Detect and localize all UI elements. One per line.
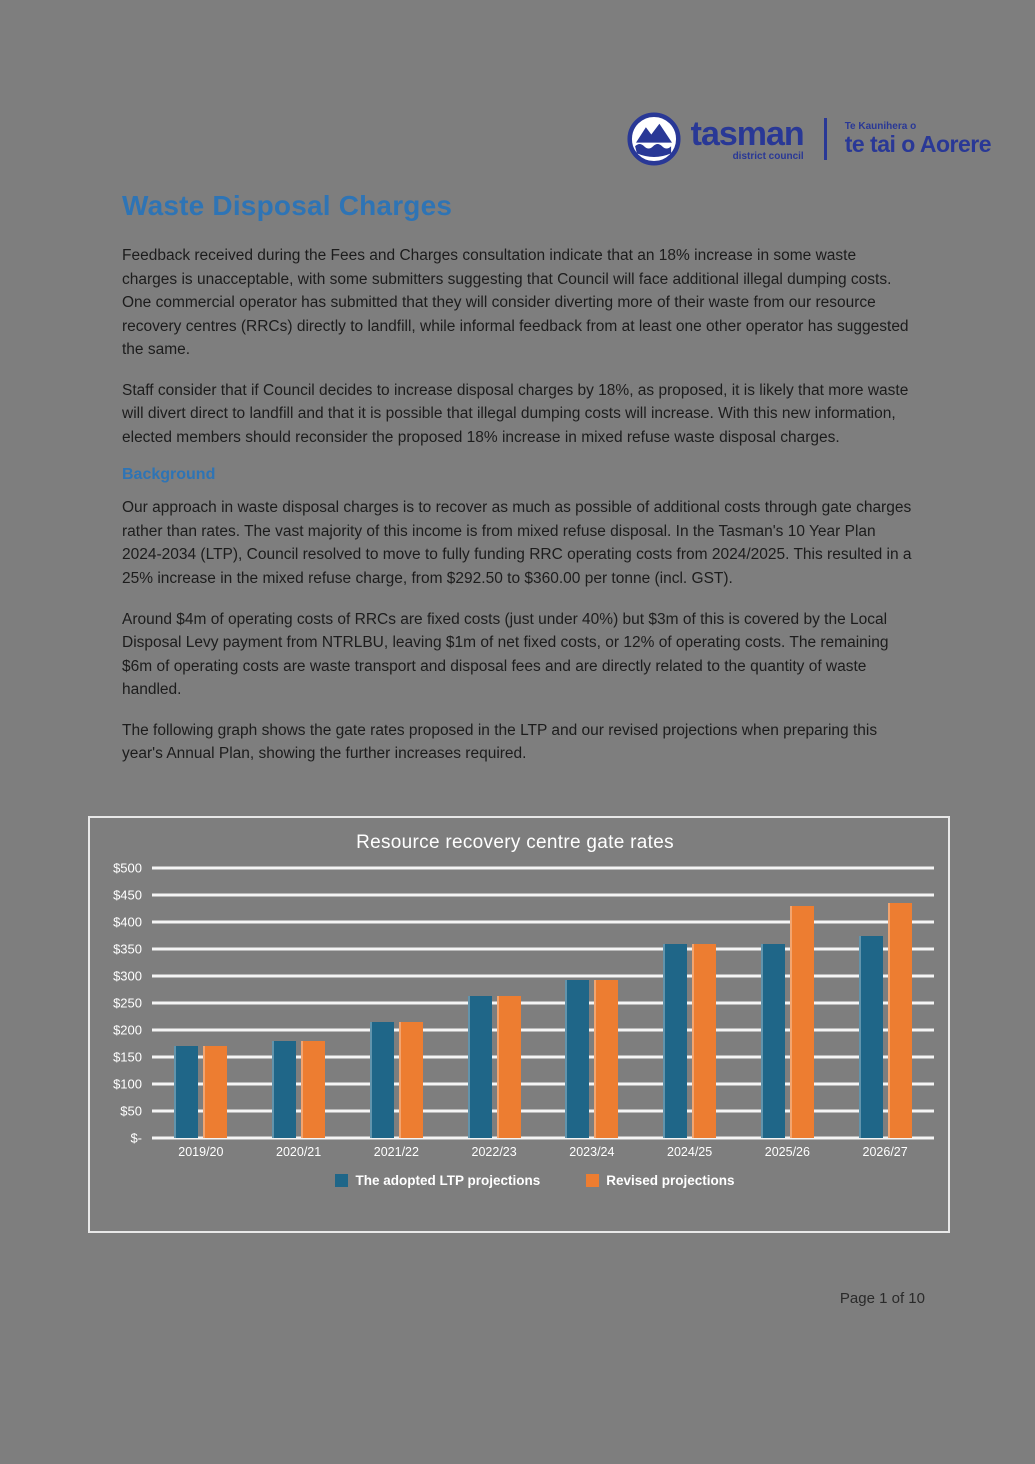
- y-tick-label: $500: [113, 860, 142, 876]
- logo-maori-large: te tai o Aorere: [844, 131, 991, 158]
- bar: [888, 903, 912, 1138]
- bar: [174, 1046, 198, 1138]
- bar: [594, 980, 618, 1138]
- legend-item: [335, 1173, 540, 1188]
- y-tick-label: $150: [113, 1049, 142, 1065]
- council-logo: [627, 112, 991, 166]
- logo-maori-small: Te Kaunihera o: [844, 120, 917, 132]
- bar: [272, 1041, 296, 1138]
- y-tick-label: $400: [113, 914, 142, 930]
- bar: [565, 980, 589, 1138]
- paragraph-approach: Our approach in waste disposal charges is to recover as much as possible of additional costs through gate charges rather than rates. The vast majority of this income is from mixed refuse disposal. In the Tasman's 10 Year Plan 2024-2034 (LTP), Council resolved to move to fully funding RRC operating costs from 2024/2025. This resulted in a 25% increase in the mixed refuse charge, from $292.50 to $360.00 per tonne (incl. GST).: [122, 499, 912, 588]
- bar: [859, 936, 883, 1139]
- plot-area: [152, 868, 934, 1138]
- bar-group: [467, 996, 522, 1138]
- paragraph-graph-intro: The following graph shows the gate rates proposed in the LTP and our revised projections when preparing this year's Annual Plan, showing the further increases required.: [122, 721, 878, 763]
- chart-body: [96, 860, 934, 1146]
- legend-label: The adopted LTP projections: [355, 1173, 541, 1188]
- bar-group: [760, 906, 815, 1138]
- bar: [663, 944, 687, 1138]
- x-axis-labels: [152, 1145, 934, 1159]
- logo-subtitle: district council: [732, 150, 804, 162]
- y-tick-label: $300: [113, 968, 142, 984]
- legend-swatch-icon: [586, 1174, 599, 1187]
- document-content: [122, 190, 914, 783]
- legend-swatch-icon: [335, 1174, 348, 1187]
- bar-group: [564, 980, 619, 1138]
- page-number: Page 1 of 10: [839, 1290, 925, 1307]
- logo-divider: [824, 118, 827, 160]
- page-title: Waste Disposal Charges: [122, 190, 453, 221]
- bar: [468, 996, 492, 1138]
- paragraph-feedback: Feedback received during the Fees and Charges consultation indicate that an 18% increase in some waste charges is unacceptable, with some submitters suggesting that Council will face additional illegal dumping costs. One commercial operator has submitted that they will consider diverting more of their waste from our resource recovery centres (RRCs) directly to landfill, while informal feedback from at least one other operator has suggested the same.: [122, 247, 909, 359]
- y-tick-label: $100: [113, 1076, 142, 1092]
- x-tick-label: 2022/23: [471, 1145, 517, 1159]
- paragraph-staff-consider: Staff consider that if Council decides to increase disposal charges by 18%, as proposed, it is likely that more waste will divert direct to landfill and that it is possible that illegal dumping costs will increase. With this new information, elected members should reconsider the proposed 18% increase in mixed refuse waste disposal charges.: [122, 381, 909, 446]
- chart-title: Resource recovery centre gate rates: [356, 832, 674, 853]
- y-tick-label: $50: [120, 1103, 142, 1119]
- bar-group: [662, 944, 717, 1138]
- y-tick-label: $250: [113, 995, 142, 1011]
- x-tick-label: 2024/25: [667, 1145, 713, 1159]
- bar-group: [369, 1022, 424, 1138]
- bar: [370, 1022, 394, 1138]
- y-tick-label: $450: [113, 887, 142, 903]
- x-tick-label: 2023/24: [569, 1145, 615, 1159]
- bar: [203, 1046, 227, 1138]
- x-tick-label: 2019/20: [178, 1145, 224, 1159]
- tasman-emblem-icon: [627, 112, 681, 166]
- x-tick-label: 2021/22: [373, 1145, 419, 1159]
- x-tick-label: 2020/21: [276, 1145, 322, 1159]
- bar: [301, 1041, 325, 1138]
- background-heading: Background: [122, 466, 216, 484]
- logo-wordmark: [690, 114, 804, 162]
- x-tick-label: 2026/27: [862, 1145, 908, 1159]
- x-tick-label: 2025/26: [764, 1145, 810, 1159]
- bar: [399, 1022, 423, 1138]
- logo-maori-name: [845, 122, 991, 157]
- gate-rates-chart: [88, 816, 950, 1233]
- bar: [692, 944, 716, 1138]
- legend-item: [586, 1173, 734, 1188]
- y-axis: [96, 860, 152, 1146]
- bar-series: [152, 868, 934, 1138]
- bar: [497, 996, 521, 1138]
- y-tick-label: $350: [113, 941, 142, 957]
- chart-legend: [136, 1173, 934, 1188]
- bar-group: [271, 1041, 326, 1138]
- bar: [790, 906, 814, 1138]
- y-tick-label: $200: [113, 1022, 142, 1038]
- bar-group: [173, 1046, 228, 1138]
- bar-group: [858, 903, 913, 1138]
- legend-label: Revised projections: [606, 1173, 735, 1188]
- bar: [761, 944, 785, 1138]
- paragraph-fixed-costs: Around $4m of operating costs of RRCs are fixed costs (just under 40%) but $3m of this is covered by the Local Disposal Levy payment from NTRLBU, leaving $1m of net fixed costs, or 12% of operating costs. The remaining $6m of operating costs are waste transport and disposal fees and are directly related to the quantity of waste handled.: [122, 610, 889, 699]
- logo-name: tasman: [690, 114, 804, 153]
- y-tick-label: $-: [130, 1130, 142, 1146]
